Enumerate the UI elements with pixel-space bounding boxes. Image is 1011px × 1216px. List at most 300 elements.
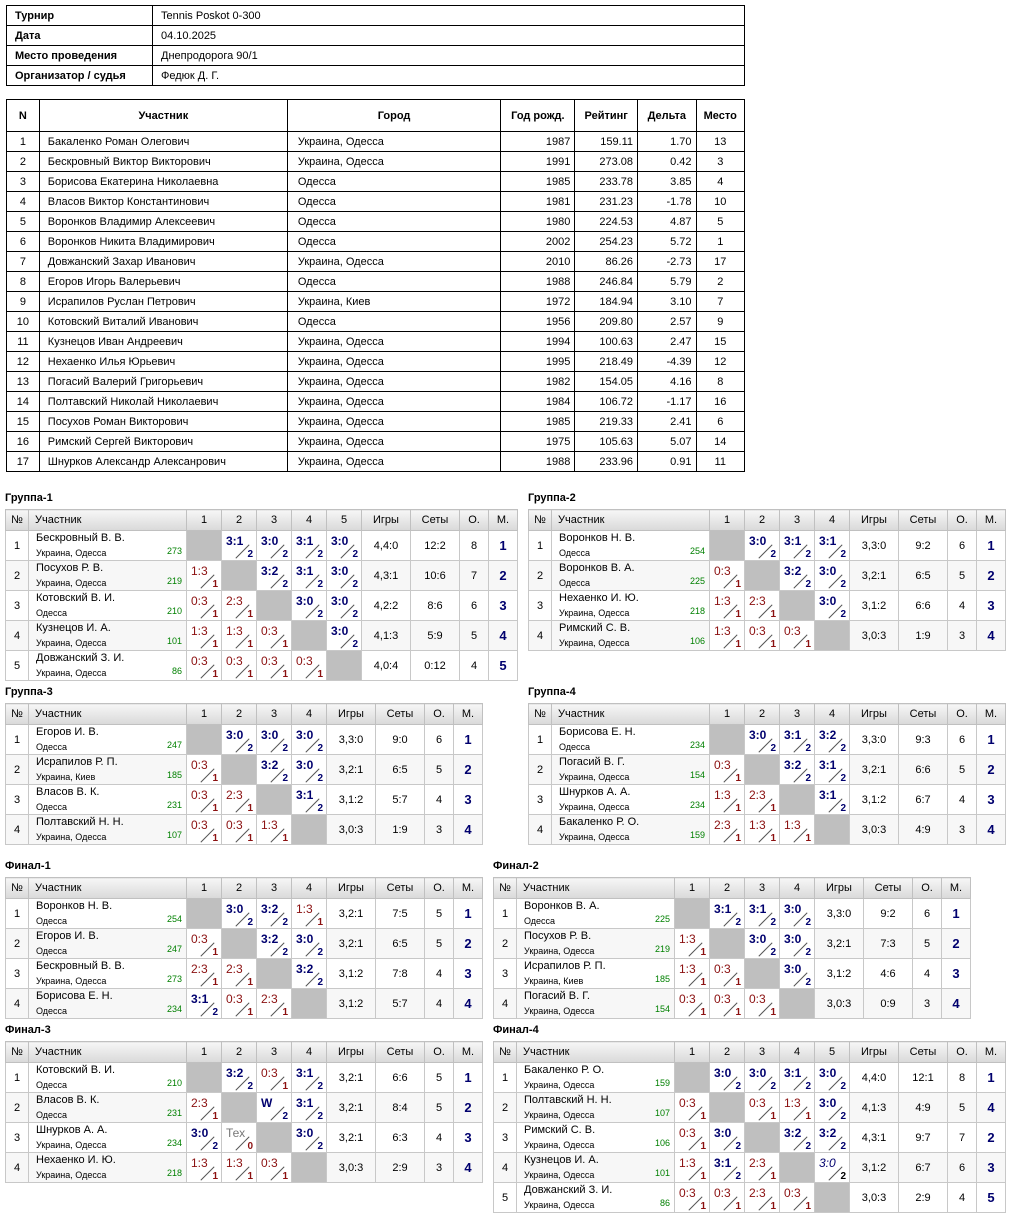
col-sets: Сеты xyxy=(376,878,425,899)
match-points: 2 xyxy=(770,549,776,560)
participant-row xyxy=(7,252,745,272)
match-points: 2 xyxy=(805,549,811,560)
points-cell: 6 xyxy=(948,531,977,561)
sets-cell: 0:9 xyxy=(864,989,913,1019)
group-title: Финал-3 xyxy=(5,1024,51,1036)
participant-cell: 100.63 xyxy=(575,332,638,352)
games-cell: 4,3:1 xyxy=(362,561,411,591)
match-points: 1 xyxy=(212,773,218,784)
col-games: Игры xyxy=(850,704,899,725)
group-row xyxy=(6,651,518,681)
col-opponent: 5 xyxy=(815,1042,850,1063)
participant-cell: 6 xyxy=(7,232,40,252)
player-cell xyxy=(517,959,675,989)
info-label: Турнир xyxy=(7,6,153,26)
match-points: 0 xyxy=(247,1141,253,1152)
player-cell xyxy=(552,621,710,651)
self-cell xyxy=(222,561,257,591)
player-name: Бакаленко Р. О. xyxy=(559,816,640,828)
match-score: 3:0 xyxy=(331,624,349,638)
games-cell: 3,2:1 xyxy=(850,561,899,591)
match-points: 1 xyxy=(735,579,741,590)
participant-cell: 15 xyxy=(7,412,40,432)
match-result xyxy=(675,1153,710,1183)
self-cell xyxy=(675,1063,710,1093)
participant-cell: 8 xyxy=(696,372,744,392)
info-row xyxy=(7,66,745,86)
match-result xyxy=(815,1063,850,1093)
match-score: W xyxy=(261,1096,273,1110)
participant-cell: 2 xyxy=(7,152,40,172)
participant-cell: 3.85 xyxy=(638,172,696,192)
player-name: Власов В. К. xyxy=(36,1094,100,1106)
points-cell: 5 xyxy=(425,1093,454,1123)
col-games: Игры xyxy=(327,704,376,725)
group-row xyxy=(6,959,483,989)
participant-cell: 231.23 xyxy=(575,192,638,212)
row-num: 1 xyxy=(494,899,517,929)
col-opponent: 1 xyxy=(187,1042,222,1063)
place-cell: 2 xyxy=(942,929,971,959)
points-cell: 8 xyxy=(460,531,489,561)
match-score: 3:0 xyxy=(226,902,244,916)
match-result xyxy=(327,531,362,561)
player-name: Римский С. В. xyxy=(559,622,631,634)
participant-cell: 254.23 xyxy=(575,232,638,252)
participant-cell: 11 xyxy=(7,332,40,352)
points-cell: 5 xyxy=(948,1093,977,1123)
col-player: Участник xyxy=(517,1042,675,1063)
match-score: 3:2 xyxy=(261,932,279,946)
group-row xyxy=(6,785,483,815)
row-num: 5 xyxy=(494,1183,517,1213)
match-result xyxy=(257,899,292,929)
match-points: 1 xyxy=(770,1171,776,1182)
place-cell: 4 xyxy=(977,815,1006,845)
match-result xyxy=(292,725,327,755)
match-score: 3:1 xyxy=(819,534,837,548)
match-score: 2:3 xyxy=(226,594,243,608)
points-cell: 3 xyxy=(913,989,942,1019)
participant-cell: 1 xyxy=(7,132,40,152)
points-cell: 4 xyxy=(425,959,454,989)
sets-cell: 4:9 xyxy=(899,1093,948,1123)
participant-cell: 2.41 xyxy=(638,412,696,432)
group-row xyxy=(6,725,483,755)
self-cell xyxy=(187,531,222,561)
match-score: 3:0 xyxy=(296,728,314,742)
match-result xyxy=(675,989,710,1019)
match-score: 3:0 xyxy=(296,594,314,608)
player-cell xyxy=(29,1093,187,1123)
match-points: 2 xyxy=(840,549,846,560)
player-cell xyxy=(517,929,675,959)
games-cell: 3,0:3 xyxy=(327,815,376,845)
participant-row xyxy=(7,292,745,312)
match-points: 1 xyxy=(735,977,741,988)
sets-cell: 9:2 xyxy=(864,899,913,929)
sets-cell: 9:3 xyxy=(899,725,948,755)
player-city: Одесса xyxy=(36,916,68,926)
games-cell: 3,2:1 xyxy=(327,929,376,959)
match-score: 0:3 xyxy=(261,1156,278,1170)
player-city: Украина, Одесса xyxy=(524,946,595,956)
match-score: 0:3 xyxy=(784,624,801,638)
games-cell: 3,2:1 xyxy=(815,929,864,959)
group-row xyxy=(494,1153,1006,1183)
participant-cell: 105.63 xyxy=(575,432,638,452)
participant-cell: 5.72 xyxy=(638,232,696,252)
self-cell xyxy=(815,1183,850,1213)
place-cell: 5 xyxy=(977,1183,1006,1213)
points-cell: 5 xyxy=(425,929,454,959)
participant-cell: 14 xyxy=(696,432,744,452)
player-rating: 107 xyxy=(166,830,182,840)
match-points: 2 xyxy=(735,1141,741,1152)
match-points: 1 xyxy=(735,773,741,784)
self-cell xyxy=(187,1063,222,1093)
place-cell: 1 xyxy=(489,531,518,561)
match-result xyxy=(815,755,850,785)
participant-cell: 86.26 xyxy=(575,252,638,272)
player-name: Шнурков А. А. xyxy=(559,786,631,798)
match-result xyxy=(327,591,362,621)
group-title: Группа-3 xyxy=(5,686,53,698)
player-name: Нехаенко И. Ю. xyxy=(36,1154,116,1166)
place-cell: 3 xyxy=(454,785,483,815)
participant-cell: Бескровный Виктор Викторович xyxy=(39,152,287,172)
participant-cell: 2.47 xyxy=(638,332,696,352)
points-cell: 3 xyxy=(425,815,454,845)
participant-row xyxy=(7,452,745,472)
participant-cell: Полтавский Николай Николаевич xyxy=(39,392,287,412)
match-score: 0:3 xyxy=(191,788,208,802)
match-score: 3:0 xyxy=(819,1156,836,1170)
match-result xyxy=(745,1063,780,1093)
points-cell: 5 xyxy=(425,1063,454,1093)
group-row xyxy=(6,621,518,651)
place-cell: 4 xyxy=(454,815,483,845)
match-score: 3:2 xyxy=(296,962,314,976)
player-name: Воронков Н. В. xyxy=(559,532,636,544)
match-result xyxy=(292,1093,327,1123)
group-row xyxy=(6,929,483,959)
player-name: Довжанский З. И. xyxy=(524,1184,613,1196)
points-cell: 5 xyxy=(913,929,942,959)
match-score: 3:0 xyxy=(784,932,802,946)
match-score: 3:1 xyxy=(296,564,314,578)
player-cell xyxy=(29,899,187,929)
col-opponent: 4 xyxy=(815,704,850,725)
match-score: 0:3 xyxy=(226,818,243,832)
match-points: 1 xyxy=(735,1007,741,1018)
match-points: 2 xyxy=(317,803,323,814)
match-points: 2 xyxy=(840,609,846,620)
player-rating: 210 xyxy=(166,1078,182,1088)
match-result xyxy=(710,785,745,815)
group-row xyxy=(6,591,518,621)
participant-cell: 1980 xyxy=(501,212,575,232)
self-cell xyxy=(327,651,362,681)
match-points: 2 xyxy=(282,773,288,784)
info-row xyxy=(7,26,745,46)
match-points: 1 xyxy=(247,669,253,680)
match-result xyxy=(675,1183,710,1213)
participant-cell: Егоров Игорь Валерьевич xyxy=(39,272,287,292)
player-rating: 218 xyxy=(166,1168,182,1178)
player-city: Одесса xyxy=(36,608,68,618)
match-points: 2 xyxy=(735,1171,741,1182)
points-cell: 6 xyxy=(425,725,454,755)
sets-cell: 12:1 xyxy=(899,1063,948,1093)
match-score: 0:3 xyxy=(261,654,278,668)
match-result xyxy=(257,651,292,681)
match-score: 3:0 xyxy=(784,962,802,976)
participant-cell: 1985 xyxy=(501,412,575,432)
match-score: 3:0 xyxy=(331,594,349,608)
player-name: Полтавский Н. Н. xyxy=(524,1094,612,1106)
self-cell xyxy=(222,929,257,959)
player-cell xyxy=(517,1183,675,1213)
match-result xyxy=(257,929,292,959)
group-title: Группа-4 xyxy=(528,686,576,698)
match-result xyxy=(257,1153,292,1183)
place-cell: 3 xyxy=(489,591,518,621)
place-cell: 4 xyxy=(454,1153,483,1183)
participant-cell: 3.10 xyxy=(638,292,696,312)
info-row xyxy=(7,46,745,66)
col-place: М. xyxy=(977,510,1006,531)
match-points: 1 xyxy=(735,609,741,620)
match-result xyxy=(222,815,257,845)
player-city: Украина, Одесса xyxy=(559,608,630,618)
col-games: Игры xyxy=(850,1042,899,1063)
group-row xyxy=(494,1183,1006,1213)
participant-cell: 13 xyxy=(696,132,744,152)
match-score: 3:2 xyxy=(784,758,802,772)
match-result xyxy=(292,785,327,815)
group-row xyxy=(6,815,483,845)
match-points: 2 xyxy=(770,743,776,754)
place-cell: 3 xyxy=(977,591,1006,621)
match-points: 2 xyxy=(317,609,323,620)
match-points: 1 xyxy=(247,609,253,620)
match-score: 3:2 xyxy=(261,902,279,916)
match-score: 3:2 xyxy=(819,728,837,742)
sets-cell: 0:12 xyxy=(411,651,460,681)
group-title: Группа-1 xyxy=(5,492,53,504)
match-result xyxy=(745,1153,780,1183)
match-points: 2 xyxy=(282,549,288,560)
match-result xyxy=(745,621,780,651)
match-result xyxy=(710,591,745,621)
match-points: 1 xyxy=(212,1171,218,1182)
match-result xyxy=(292,899,327,929)
self-cell xyxy=(710,929,745,959)
group-row xyxy=(529,725,1006,755)
participant-cell: -4.39 xyxy=(638,352,696,372)
player-cell xyxy=(29,1123,187,1153)
participant-cell: Украина, Одесса xyxy=(287,352,500,372)
row-num: 3 xyxy=(494,959,517,989)
participant-cell: Римский Сергей Викторович xyxy=(39,432,287,452)
sets-cell: 5:9 xyxy=(411,621,460,651)
match-result xyxy=(187,1093,222,1123)
player-rating: 234 xyxy=(166,1004,182,1014)
participant-cell: -1.78 xyxy=(638,192,696,212)
group-table xyxy=(5,877,483,1019)
col-player: Участник xyxy=(29,704,187,725)
row-num: 2 xyxy=(6,755,29,785)
player-rating: 231 xyxy=(166,1108,182,1118)
row-num: 4 xyxy=(6,1153,29,1183)
match-score: 3:1 xyxy=(296,1096,314,1110)
match-points: 1 xyxy=(282,1081,288,1092)
self-cell xyxy=(292,989,327,1019)
match-score: 1:3 xyxy=(679,1156,696,1170)
player-cell xyxy=(517,899,675,929)
participant-row xyxy=(7,272,745,292)
match-points: 2 xyxy=(840,773,846,784)
match-points: 1 xyxy=(700,1171,706,1182)
col-player: Участник xyxy=(552,704,710,725)
match-result xyxy=(815,725,850,755)
match-result xyxy=(257,989,292,1019)
row-num: 2 xyxy=(6,561,29,591)
match-result xyxy=(780,899,815,929)
match-points: 1 xyxy=(805,639,811,650)
games-cell: 3,0:3 xyxy=(850,815,899,845)
participant-cell: 16 xyxy=(7,432,40,452)
match-score: 0:3 xyxy=(679,992,696,1006)
match-result xyxy=(222,1063,257,1093)
match-result xyxy=(187,651,222,681)
sets-cell: 1:9 xyxy=(899,621,948,651)
group-table xyxy=(528,509,1006,651)
player-name: Римский С. В. xyxy=(524,1124,596,1136)
col-sets: Сеты xyxy=(899,704,948,725)
points-cell: 8 xyxy=(948,1063,977,1093)
participant-cell: 154.05 xyxy=(575,372,638,392)
group-row xyxy=(6,899,483,929)
match-result xyxy=(222,591,257,621)
self-cell xyxy=(187,899,222,929)
match-points: 2 xyxy=(212,1141,218,1152)
player-city: Украина, Одесса xyxy=(36,1170,107,1180)
col-sets: Сеты xyxy=(411,510,460,531)
self-cell xyxy=(745,959,780,989)
col-opponent: 2 xyxy=(710,1042,745,1063)
match-score: Тех xyxy=(226,1126,246,1140)
col-player: Участник xyxy=(552,510,710,531)
player-cell xyxy=(29,929,187,959)
match-score: 1:3 xyxy=(714,594,731,608)
points-cell: 6 xyxy=(948,1153,977,1183)
player-city: Украина, Одесса xyxy=(36,976,107,986)
match-points: 2 xyxy=(840,803,846,814)
col-opponent: 1 xyxy=(187,878,222,899)
player-rating: 254 xyxy=(689,546,705,556)
col-games: Игры xyxy=(327,878,376,899)
games-cell: 3,0:3 xyxy=(850,621,899,651)
participant-cell: 17 xyxy=(7,452,40,472)
match-result xyxy=(187,1123,222,1153)
match-score: 0:3 xyxy=(679,1126,696,1140)
match-points: 1 xyxy=(700,977,706,988)
player-cell xyxy=(552,531,710,561)
participant-cell: 224.53 xyxy=(575,212,638,232)
match-score: 3:1 xyxy=(784,534,802,548)
group-title: Группа-2 xyxy=(528,492,576,504)
row-num: 4 xyxy=(529,621,552,651)
participant-cell: 6 xyxy=(696,412,744,432)
games-cell: 4,1:3 xyxy=(362,621,411,651)
match-result xyxy=(222,1123,257,1153)
match-result xyxy=(292,1063,327,1093)
match-points: 2 xyxy=(735,1081,741,1092)
group-row xyxy=(494,1063,1006,1093)
match-result xyxy=(292,1123,327,1153)
match-result xyxy=(815,1153,850,1183)
col-games: Игры xyxy=(327,1042,376,1063)
sets-cell: 5:7 xyxy=(376,785,425,815)
match-result xyxy=(187,561,222,591)
group-row xyxy=(529,591,1006,621)
match-score: 0:3 xyxy=(191,818,208,832)
participant-row xyxy=(7,152,745,172)
points-cell: 5 xyxy=(460,621,489,651)
match-points: 2 xyxy=(247,743,253,754)
match-result xyxy=(675,1123,710,1153)
points-cell: 6 xyxy=(913,899,942,929)
player-city: Украина, Одесса xyxy=(36,578,107,588)
match-result xyxy=(187,621,222,651)
match-result xyxy=(222,959,257,989)
match-result xyxy=(187,785,222,815)
participant-cell: 2 xyxy=(696,272,744,292)
row-num: 4 xyxy=(494,1153,517,1183)
match-result xyxy=(745,1183,780,1213)
col-opponent: 1 xyxy=(675,878,710,899)
match-score: 2:3 xyxy=(714,818,731,832)
place-cell: 1 xyxy=(454,1063,483,1093)
player-cell xyxy=(517,989,675,1019)
match-result xyxy=(710,989,745,1019)
match-points: 2 xyxy=(282,1111,288,1122)
player-cell xyxy=(552,815,710,845)
participant-row xyxy=(7,392,745,412)
participant-cell: Борисова Екатерина Николаевна xyxy=(39,172,287,192)
match-score: 3:0 xyxy=(749,728,767,742)
match-score: 2:3 xyxy=(749,1156,766,1170)
match-result xyxy=(745,815,780,845)
player-name: Воронков В. А. xyxy=(524,900,600,912)
participant-cell: Украина, Одесса xyxy=(287,332,500,352)
player-name: Погасий В. Г. xyxy=(524,990,590,1002)
match-score: 0:3 xyxy=(749,992,766,1006)
player-cell xyxy=(552,785,710,815)
match-result xyxy=(780,531,815,561)
match-points: 2 xyxy=(282,947,288,958)
player-rating: 225 xyxy=(654,914,670,924)
match-score: 3:0 xyxy=(331,564,349,578)
col-place: М. xyxy=(454,878,483,899)
self-cell xyxy=(292,1153,327,1183)
match-result xyxy=(292,755,327,785)
match-result xyxy=(292,651,327,681)
player-cell xyxy=(29,591,187,621)
match-score: 3:2 xyxy=(784,564,802,578)
